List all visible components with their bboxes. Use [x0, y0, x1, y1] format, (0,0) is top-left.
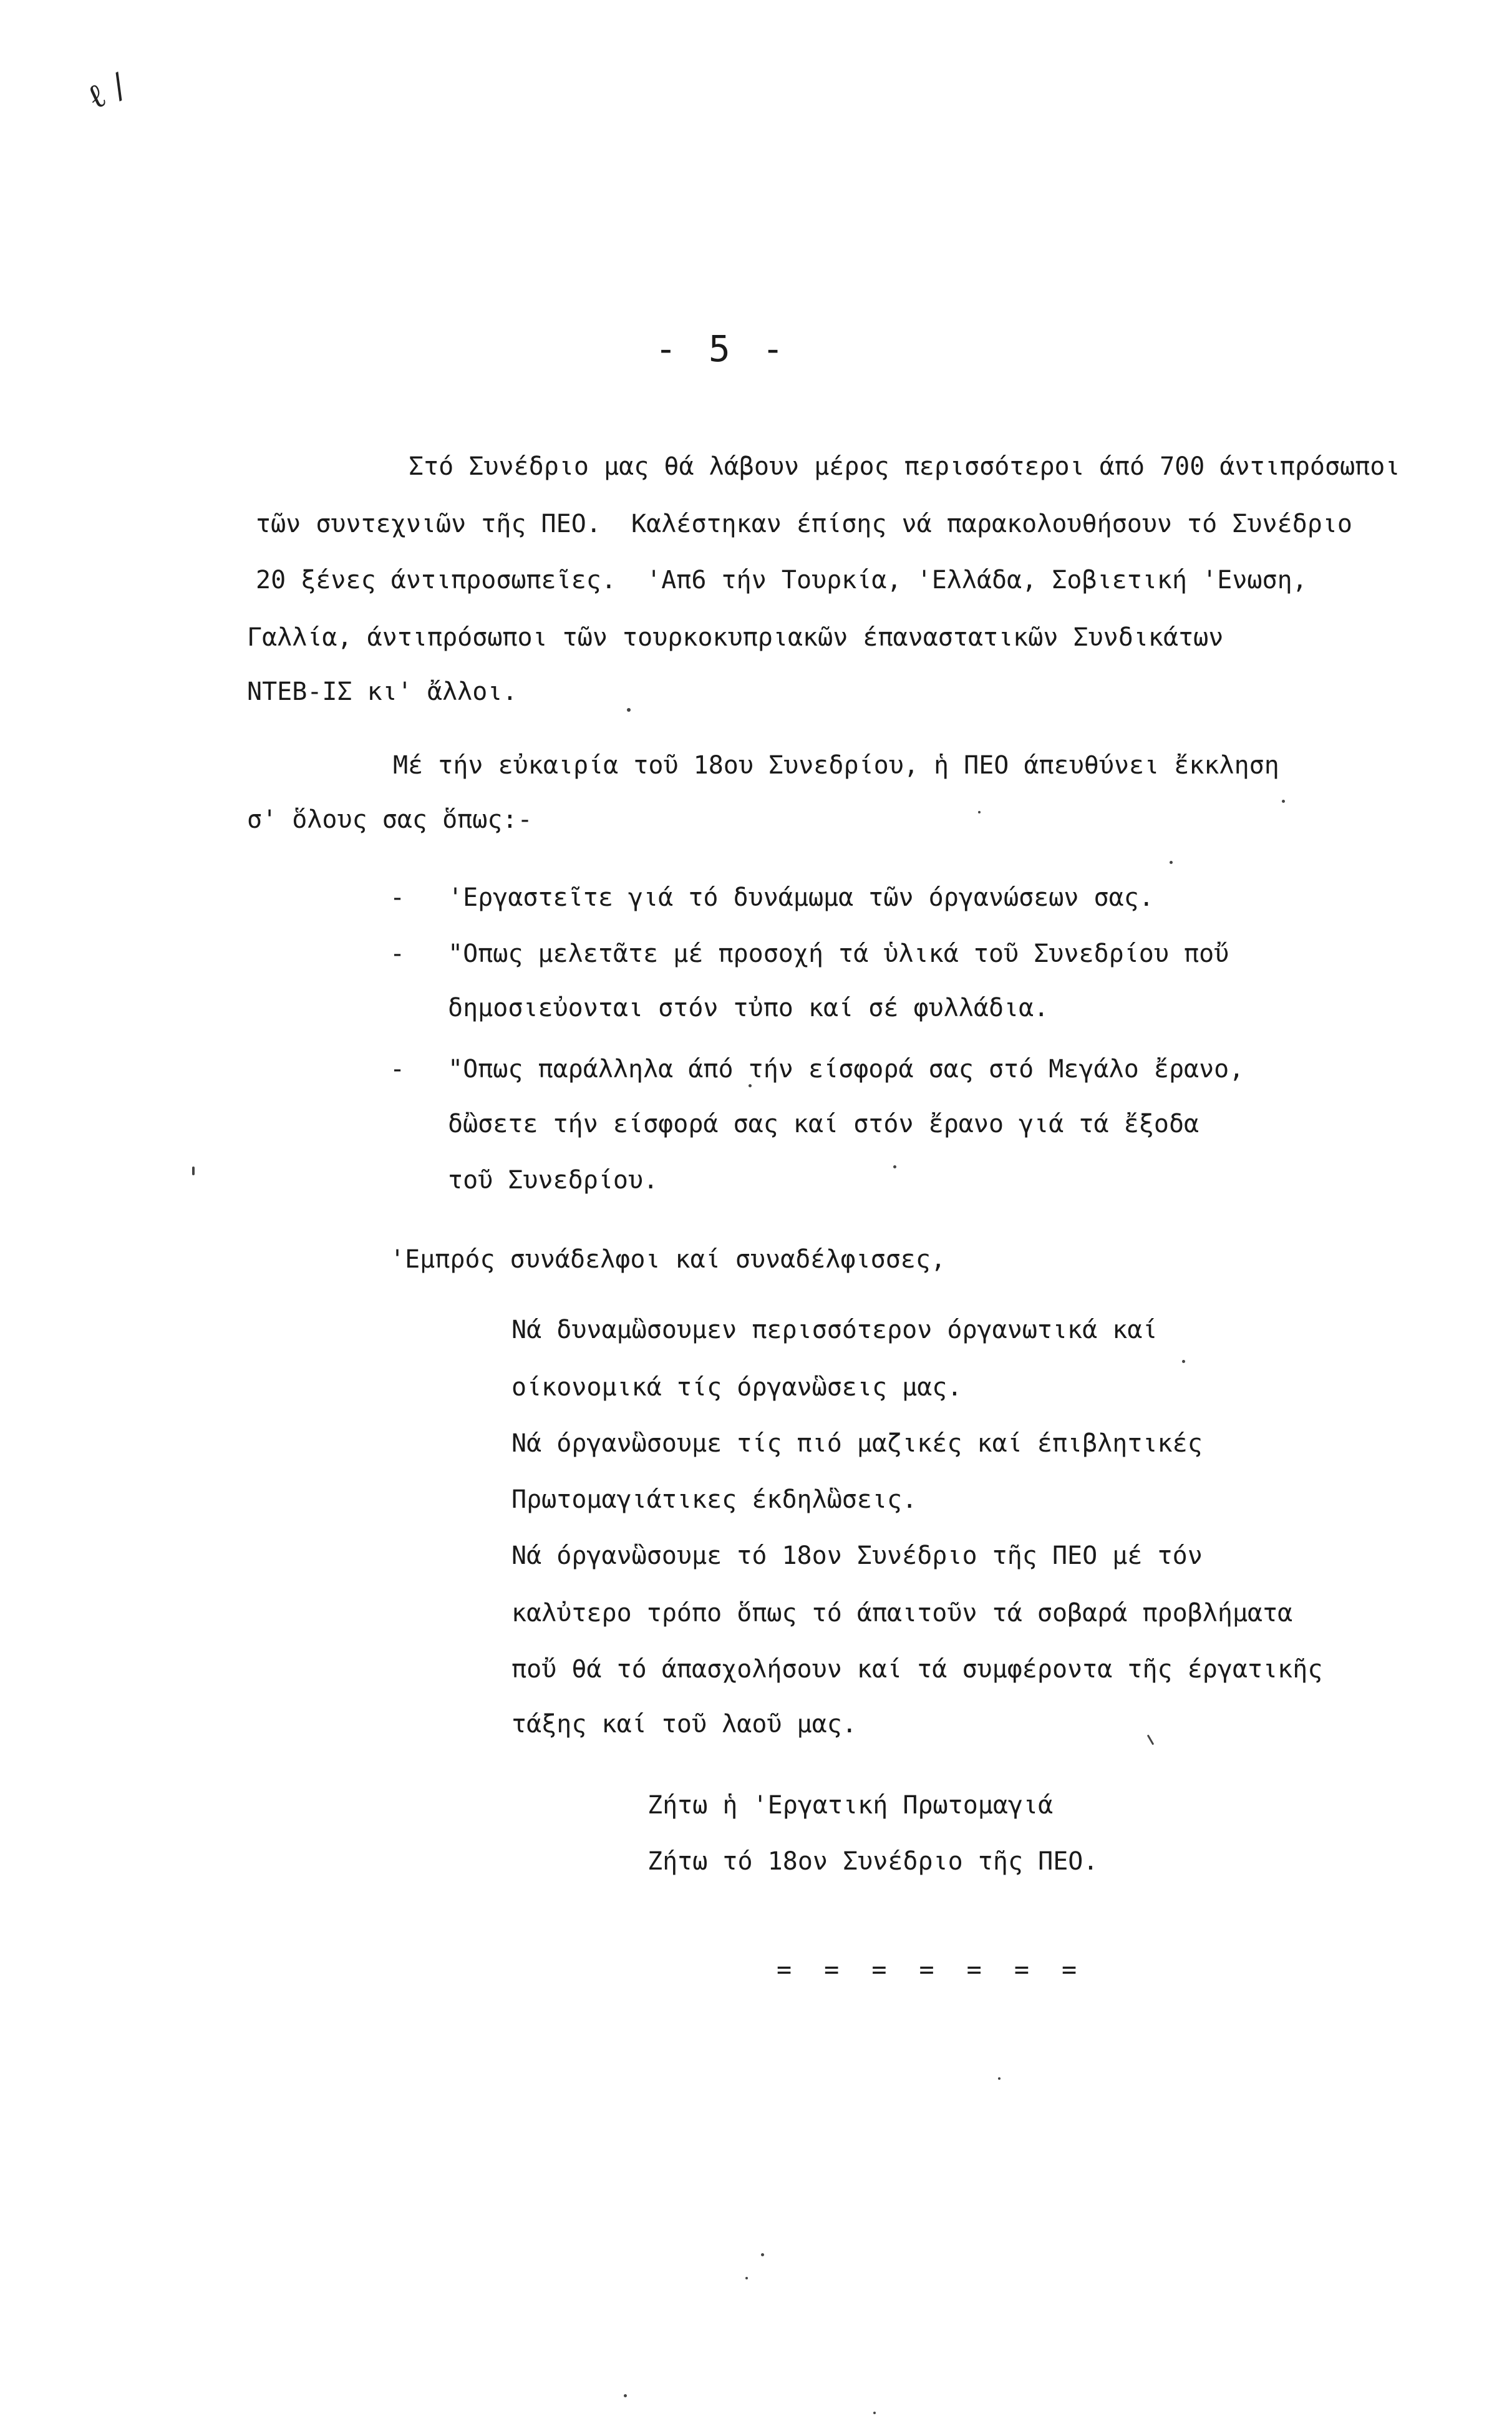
exhortation-line: ποὔ θά τό άπασχολήσουν καί τά συμφέροντα τῆς έργατικῆς — [511, 1655, 1323, 1684]
scan-speck — [749, 1084, 752, 1087]
scan-speck — [745, 2277, 748, 2279]
scan-speck — [1147, 1734, 1155, 1745]
bullet-line: "Οπως μελετᾶτε μέ προσοχή τά ὑλικά τοῦ Συνεδρίου ποὔ — [448, 939, 1229, 968]
scan-speck — [624, 2394, 627, 2397]
paragraph1-line: Στό Συνέδριο μας θά λάβουν μέρος περισσότεροι άπό 700 άντιπρόσωποι — [409, 452, 1400, 481]
bullet-line: δημοσιεὐονται στόν τὐπο καί σέ φυλλάδια. — [448, 994, 1049, 1022]
end-rule: = = = = = = = — [777, 1956, 1086, 1984]
exhortation-line: οίκονομικά τίς όργανὣσεις μας. — [511, 1373, 962, 1402]
bullet-line: τοῦ Συνεδρίου. — [448, 1166, 659, 1195]
bullet-dash: - — [390, 883, 405, 912]
paragraph2-line: σ' ὅλους σας ὅπως:- — [247, 805, 533, 834]
salutation: 'Εμπρός συνάδελφοι καί συναδέλφισσες, — [390, 1245, 946, 1274]
bullet-line: "Οπως παράλληλα άπό τήν είσφορά σας στό Μεγάλο ἔρανο, — [448, 1055, 1244, 1084]
bullet-line: 'Εργαστεῖτε γιά τό δυνάμωμα τῶν όργανώσεων σας. — [448, 883, 1154, 912]
scan-speck — [1170, 861, 1173, 864]
paragraph2-line: Μέ τήν εὐκαιρία τοῦ 18ου Συνεδρίου, ἡ ΠΕΟ άπευθύνει ἔκκληση — [393, 751, 1279, 780]
scan-speck — [1282, 800, 1285, 803]
bullet-dash: - — [390, 1055, 405, 1084]
closing-line: Ζήτω ἡ 'Εργατική Πρωτομαγιά — [647, 1791, 1054, 1820]
scan-speck — [627, 708, 631, 712]
paragraph1-line: ΝΤΕΒ-ΙΣ κι' ἄλλοι. — [247, 677, 518, 706]
page-number: - 5 - — [655, 327, 789, 370]
exhortation-line: Νά δυναμὣσουμεν περισσότερον όργανωτικά καί — [511, 1316, 1158, 1344]
bullet-dash: - — [390, 939, 405, 968]
scan-speck — [998, 2077, 1001, 2080]
scan-speck — [761, 2253, 764, 2256]
bullet-line: δὢσετε τήν είσφορά σας καί στόν ἔρανο γιά τά ἔξοδα — [448, 1110, 1199, 1138]
scan-speck — [893, 1165, 896, 1168]
exhortation-line: καλὐτερο τρόπο ὅπως τό άπαιτοῦν τά σοβαρά προβλήματα — [511, 1599, 1293, 1628]
scan-speck — [873, 2412, 876, 2414]
paragraph1-line: 20 ξένες άντιπροσωπεῖες. 'Απ6 τήν Τουρκία, 'Ελλάδα, Σοβιετική 'Ενωση, — [256, 566, 1307, 594]
scan-speck — [192, 1167, 195, 1175]
exhortation-line: τάξης καί τοῦ λαοῦ μας. — [511, 1710, 857, 1739]
exhortation-line: Νά όργανὣσουμε τίς πιό μαζικές καί έπιβλητικές — [511, 1429, 1203, 1458]
exhortation-line: Νά όργανὣσουμε τό 18ον Συνέδριο τῆς ΠΕΟ μέ τόν — [511, 1541, 1203, 1570]
paragraph1-line: τῶν συντεχνιῶν τῆς ΠΕΟ. Καλέστηκαν έπίσης νά παρακολουθήσουν τό Συνέδριο — [256, 510, 1352, 538]
exhortation-line: Πρωτομαγιάτικες έκδηλὣσεις. — [511, 1485, 918, 1514]
paragraph1-line: Γαλλία, άντιπρόσωποι τῶν τουρκοκυπριακῶν έπαναστατικῶν Συνδικάτων — [247, 623, 1224, 652]
closing-line: Ζήτω τό 18ον Συνέδριο τῆς ΠΕΟ. — [647, 1847, 1098, 1876]
scan-speck — [1182, 1360, 1185, 1363]
handwritten-mark: ℓ ∕ — [80, 65, 132, 118]
scan-speck — [978, 811, 981, 813]
